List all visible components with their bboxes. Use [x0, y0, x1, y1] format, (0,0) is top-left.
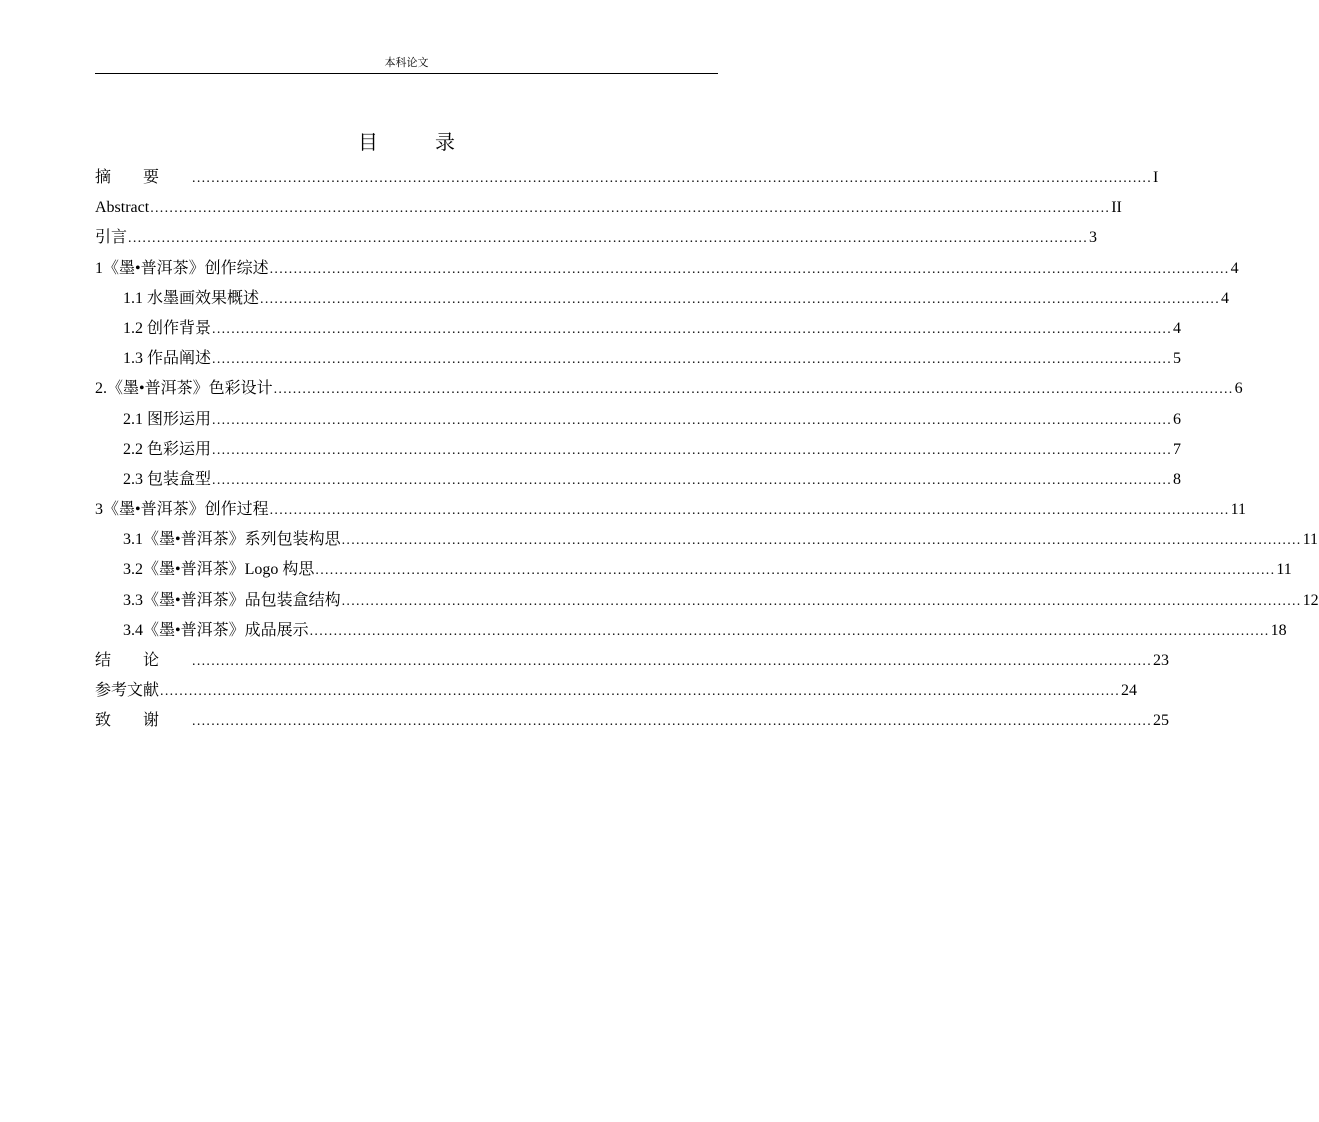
- toc-entry-label: 2.2 色彩运用: [123, 440, 212, 458]
- toc-entry-label: 2.1 图形运用: [123, 410, 212, 428]
- toc-entry-label: 2.3 包装盒型: [123, 470, 212, 488]
- toc-dot-leader: ........................................................................................................................................................................................................: [273, 382, 1234, 398]
- toc-dot-leader: ........................................................................................................................................................................................................: [269, 503, 1230, 519]
- toc-entry-page: 4: [1230, 259, 1239, 277]
- toc-entry-label: 参考文献: [95, 682, 160, 700]
- toc-entry-page: 25: [1153, 712, 1170, 730]
- toc-entry-label: 1《墨•普洱茶》创作综述: [95, 259, 269, 277]
- toc-entry-label: 3.4《墨•普洱茶》成品展示: [123, 621, 309, 639]
- toc-entry-page: I: [1153, 169, 1159, 186]
- toc-entry-section-3-1[interactable]: [95, 525, 1319, 555]
- toc-entry-page: 6: [1234, 380, 1243, 398]
- toc-entry-page: 5: [1173, 350, 1182, 368]
- toc-entry-page: 23: [1153, 652, 1170, 669]
- toc-entry-page: 24: [1121, 682, 1138, 700]
- toc-entry-section-3-2[interactable]: [95, 555, 1292, 585]
- toc-entry-section-2-2[interactable]: [95, 435, 1182, 465]
- toc-dot-leader: ........................................................................................................................................................................................................: [128, 231, 1089, 247]
- header-rule: [95, 73, 718, 74]
- toc-entry-label: 3.1《墨•普洱茶》系列包装构思: [123, 531, 341, 549]
- toc-dot-leader: ........................................................................................................................................................................................................: [150, 201, 1111, 217]
- toc-entry-page: 6: [1173, 410, 1182, 428]
- toc-entry-label: 3《墨•普洱茶》创作过程: [95, 501, 269, 519]
- toc-dot-leader: ........................................................................................................................................................................................................: [160, 684, 1121, 700]
- toc-entry-page: 12: [1302, 591, 1319, 609]
- toc-entry-page: 11: [1302, 531, 1319, 549]
- toc-entry-label: 摘要: [95, 169, 192, 186]
- toc-dot-leader: ........................................................................................................................................................................................................: [260, 291, 1221, 307]
- toc-dot-leader: ........................................................................................................................................................................................................: [212, 412, 1173, 428]
- toc-entry-page: 4: [1173, 319, 1182, 337]
- toc-entry-section-3-4[interactable]: [95, 616, 1287, 646]
- toc-dot-leader: ........................................................................................................................................................................................................: [212, 472, 1173, 488]
- toc-entry-chapter-1[interactable]: [95, 254, 1239, 284]
- toc-entry-section-2-1[interactable]: [95, 405, 1182, 435]
- toc-dot-leader: ........................................................................................................................................................................................................: [269, 261, 1230, 277]
- toc-dot-leader: ........................................................................................................................................................................................................: [212, 352, 1173, 368]
- toc-entry-label: 致谢: [95, 712, 192, 730]
- toc-entry-page: 8: [1173, 470, 1182, 488]
- toc-entry-abstract-en[interactable]: [95, 193, 1122, 223]
- toc-entry-chapter-3[interactable]: [95, 495, 1247, 525]
- toc-entry-page: 7: [1173, 440, 1182, 458]
- toc-entry-page: 18: [1270, 621, 1287, 639]
- toc-entry-page: II: [1111, 199, 1122, 217]
- toc-dot-leader: ........................................................................................................................................................................................................: [192, 714, 1153, 730]
- toc-entry-references[interactable]: [95, 676, 1138, 706]
- toc-entry-page: 11: [1276, 561, 1292, 579]
- toc-dot-leader: ........................................................................................................................................................................................................: [192, 654, 1153, 669]
- toc-dot-leader: ........................................................................................................................................................................................................: [192, 171, 1153, 186]
- toc-dot-leader: ........................................................................................................................................................................................................: [309, 623, 1270, 639]
- toc-entry-label: 1.2 创作背景: [123, 319, 212, 337]
- toc-entry-section-1-1[interactable]: [95, 284, 1230, 314]
- toc-dot-leader: ........................................................................................................................................................................................................: [341, 593, 1302, 609]
- toc-entry-page: 11: [1230, 501, 1247, 519]
- toc-entry-page: 3: [1089, 229, 1098, 247]
- toc-entry-label: 2.《墨•普洱茶》色彩设计: [95, 380, 273, 398]
- toc-entry-label: 1.3 作品阐述: [123, 350, 212, 368]
- toc-entry-section-1-3[interactable]: [95, 344, 1182, 374]
- toc-entry-label: 1.1 水墨画效果概述: [123, 289, 260, 307]
- toc-entry-label: 3.3《墨•普洱茶》品包装盒结构: [123, 591, 341, 609]
- toc-entry-abstract-cn[interactable]: [95, 163, 1159, 193]
- toc-dot-leader: ........................................................................................................................................................................................................: [212, 442, 1173, 458]
- toc-entry-section-2-3[interactable]: [95, 465, 1182, 495]
- toc-dot-leader: ........................................................................................................................................................................................................: [341, 533, 1302, 549]
- toc-entry-label: 结论: [95, 652, 192, 669]
- toc-dot-leader: ........................................................................................................................................................................................................: [315, 563, 1276, 579]
- toc-dot-leader: ........................................................................................................................................................................................................: [212, 321, 1173, 337]
- toc-entry-acknowledgements[interactable]: [95, 706, 1170, 736]
- toc-entry-section-3-3[interactable]: [95, 586, 1319, 616]
- toc-entry-label: Abstract: [95, 199, 150, 217]
- page-header: 本科论文: [384, 57, 429, 69]
- toc-entry-section-1-2[interactable]: [95, 314, 1182, 344]
- toc-entry-chapter-2[interactable]: [95, 374, 1243, 404]
- toc-entry-label: 引言: [95, 229, 128, 247]
- table-of-contents: [95, 163, 1319, 737]
- toc-entry-conclusion[interactable]: [95, 646, 1170, 676]
- toc-title: 目 录: [358, 132, 481, 154]
- toc-entry-label: 3.2《墨•普洱茶》Logo 构思: [123, 561, 315, 579]
- toc-entry-page: 4: [1221, 289, 1230, 307]
- toc-entry-introduction[interactable]: [95, 223, 1098, 253]
